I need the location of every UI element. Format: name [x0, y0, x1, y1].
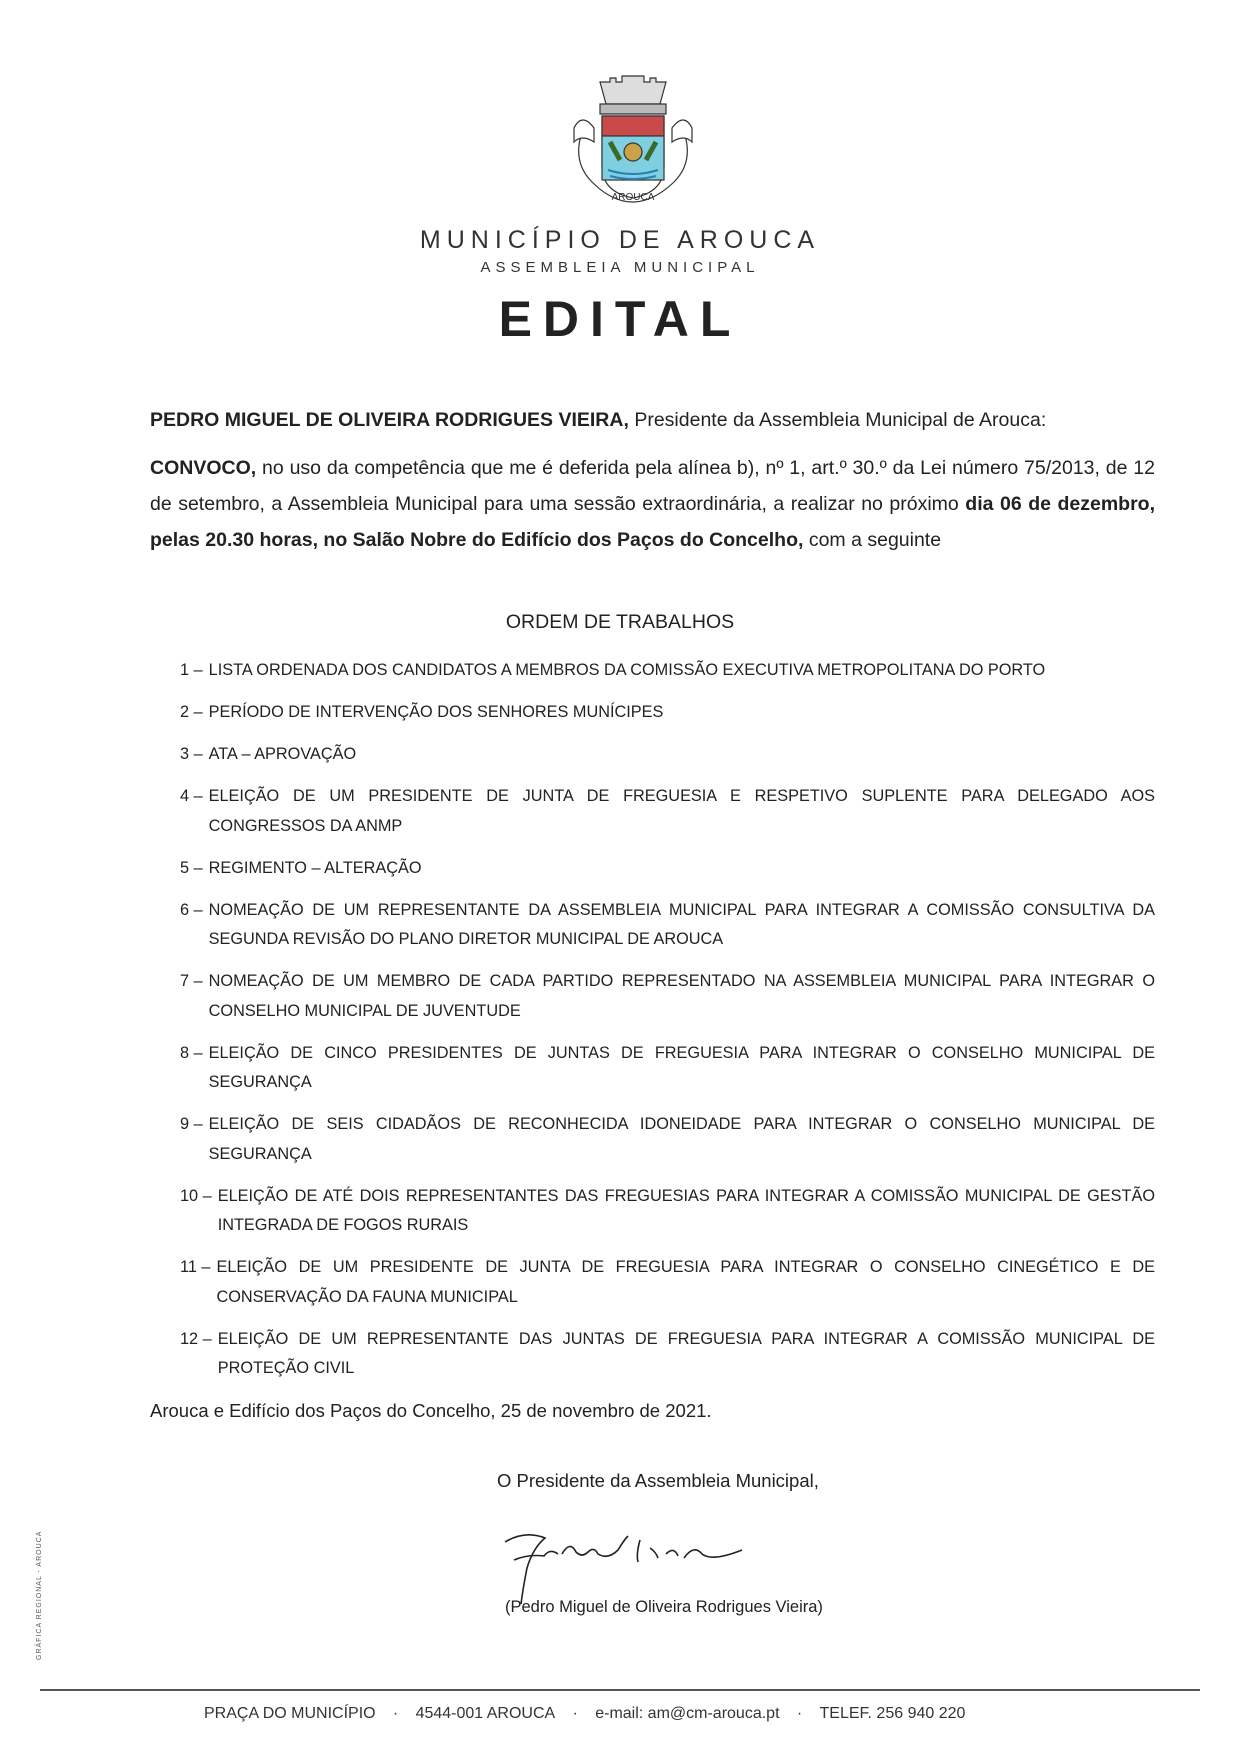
agenda-title: ORDEM DE TRABALHOS — [505, 611, 735, 633]
agenda-item-text: REGIMENTO – ALTERAÇÃO — [208, 858, 422, 877]
footer-contact — [204, 1705, 965, 1723]
agenda-item — [180, 698, 1155, 728]
footer-email[interactable]: e-mail: am@cm-arouca.pt — [595, 1705, 780, 1722]
footer-address: PRAÇA DO MUNICÍPIO — [204, 1705, 376, 1722]
place-date: Arouca e Edifício dos Paços do Concelho, 25 de novembro de 2021. — [150, 1400, 712, 1421]
agenda-item-number: 3 – — [180, 745, 203, 763]
agenda-item-text: ELEIÇÃO DE CINCO PRESIDENTES DE JUNTAS DE FREGUESIA PARA INTEGRAR O CONSELHO MUNICIPAL DE SEGURANÇA — [208, 1043, 1155, 1091]
session-details: dia 06 de dezembro, pelas 20.30 horas, no Salão Nobre do Edifício dos Paços do Concelho, — [150, 493, 1155, 551]
agenda-item-text: ELEIÇÃO DE UM REPRESENTANTE DAS JUNTAS DE FREGUESIA PARA INTEGRAR A COMISSÃO MUNICIPAL DE PROTEÇÃO CIVIL — [217, 1329, 1155, 1377]
footer-postcode: 4544-001 AROUCA — [415, 1705, 556, 1722]
agenda-item — [180, 1110, 1155, 1169]
president-role: Presidente da Assembleia Municipal de Arouca: — [628, 409, 1047, 431]
convocation-tail: com a seguinte — [803, 529, 942, 551]
signatory-name: (Pedro Miguel de Oliveira Rodrigues Vieira) — [505, 1598, 823, 1616]
agenda-item-number: 4 – — [180, 787, 203, 805]
agenda-item-text: NOMEAÇÃO DE UM MEMBRO DE CADA PARTIDO REPRESENTADO NA ASSEMBLEIA MUNICIPAL PARA INTEGRAR O CONSELHO MUNICIPAL DE JUVENTUDE — [208, 972, 1155, 1020]
document-title: EDITAL — [498, 291, 742, 347]
document-body — [150, 402, 1155, 570]
crest-label: AROUCA — [611, 192, 655, 203]
agenda-item-text: PERÍODO DE INTERVENÇÃO DOS SENHORES MUNÍCIPES — [208, 703, 664, 721]
agenda-item-number: 10 – — [180, 1186, 212, 1205]
convocation-text: no uso da competência que me é deferida pela alínea b), nº 1, art.º 30.º da Lei número 75/2013, de 12 de setembro, a Assembleia Municipal para uma sessão extraordinária, a realizar no próximo — [150, 457, 1155, 515]
agenda-item — [180, 656, 1155, 686]
agenda-item-number: 9 – — [180, 1115, 203, 1133]
agenda-item-text: NOMEAÇÃO DE UM REPRESENTANTE DA ASSEMBLEIA MUNICIPAL PARA INTEGRAR A COMISSÃO CONSULTIVA DA SEGUNDA REVISÃO DO PLANO DIRETOR MUNICIPAL DE AROUCA — [208, 900, 1155, 948]
agenda-item — [180, 740, 1155, 770]
agenda-item-number: 7 – — [180, 972, 203, 990]
agenda-item-text: ATA – APROVAÇÃO — [208, 745, 357, 763]
agenda-item-text: LISTA ORDENADA DOS CANDIDATOS A MEMBROS DA COMISSÃO EXECUTIVA METROPOLITANA DO PORTO — [208, 661, 1046, 679]
municipal-coat-of-arms — [560, 72, 706, 216]
agenda-item-number: 2 – — [180, 703, 203, 721]
intro-paragraph — [150, 402, 1155, 438]
president-name: PEDRO MIGUEL DE OLIVEIRA RODRIGUES VIEIRA, — [150, 409, 629, 431]
separator: · — [796, 1705, 803, 1722]
agenda-item-number: 8 – — [180, 1043, 203, 1062]
agenda-item — [180, 1039, 1155, 1098]
separator: · — [572, 1705, 578, 1722]
agenda-item — [180, 1253, 1155, 1312]
agenda-item-text: ELEIÇÃO DE SEIS CIDADÃOS DE RECONHECIDA IDONEIDADE PARA INTEGRAR O CONSELHO MUNICIPAL DE SEGURANÇA — [208, 1115, 1155, 1163]
agenda-item-number: 5 – — [180, 858, 203, 877]
agenda-item-number: 12 – — [180, 1329, 212, 1348]
organization-name: MUNICÍPIO DE AROUCA — [419, 226, 821, 254]
printer-note: GRÁFICA REGIONAL - AROUCA — [36, 1530, 43, 1660]
agenda-item-text: ELEIÇÃO DE UM PRESIDENTE DE JUNTA DE FREGUESIA E RESPETIVO SUPLENTE PARA DELEGADO AOS CONGRESSOS DA ANMP — [208, 787, 1155, 835]
footer-divider — [40, 1689, 1200, 1691]
agenda-list — [180, 656, 1155, 1396]
agenda-item — [180, 967, 1155, 1026]
footer-phone: TELEF. 256 940 220 — [819, 1705, 966, 1722]
agenda-item-number: 1 – — [180, 661, 203, 679]
agenda-item — [180, 854, 1155, 884]
agenda-item — [180, 1182, 1155, 1241]
department-name: ASSEMBLEIA MUNICIPAL — [480, 259, 760, 276]
agenda-item — [180, 896, 1155, 955]
convocation-lead: CONVOCO, — [150, 457, 257, 479]
signatory-role: O Presidente da Assembleia Municipal, — [497, 1470, 819, 1491]
agenda-item-text: ELEIÇÃO DE UM PRESIDENTE DE JUNTA DE FREGUESIA PARA INTEGRAR O CONSELHO CINEGÉTICO E DE CONSERVAÇÃO DA FAUNA MUNICIPAL — [216, 1258, 1155, 1306]
agenda-item-number: 6 – — [180, 900, 203, 919]
agenda-item — [180, 1325, 1155, 1384]
agenda-item — [180, 782, 1155, 841]
handwritten-signature — [500, 1520, 840, 1610]
convocation-paragraph — [150, 450, 1155, 558]
agenda-item-number: 11 – — [180, 1258, 211, 1276]
agenda-item-text: ELEIÇÃO DE ATÉ DOIS REPRESENTANTES DAS FREGUESIAS PARA INTEGRAR A COMISSÃO MUNICIPAL DE GESTÃO INTEGRADA DE FOGOS RURAIS — [217, 1186, 1155, 1234]
separator: · — [392, 1705, 399, 1722]
